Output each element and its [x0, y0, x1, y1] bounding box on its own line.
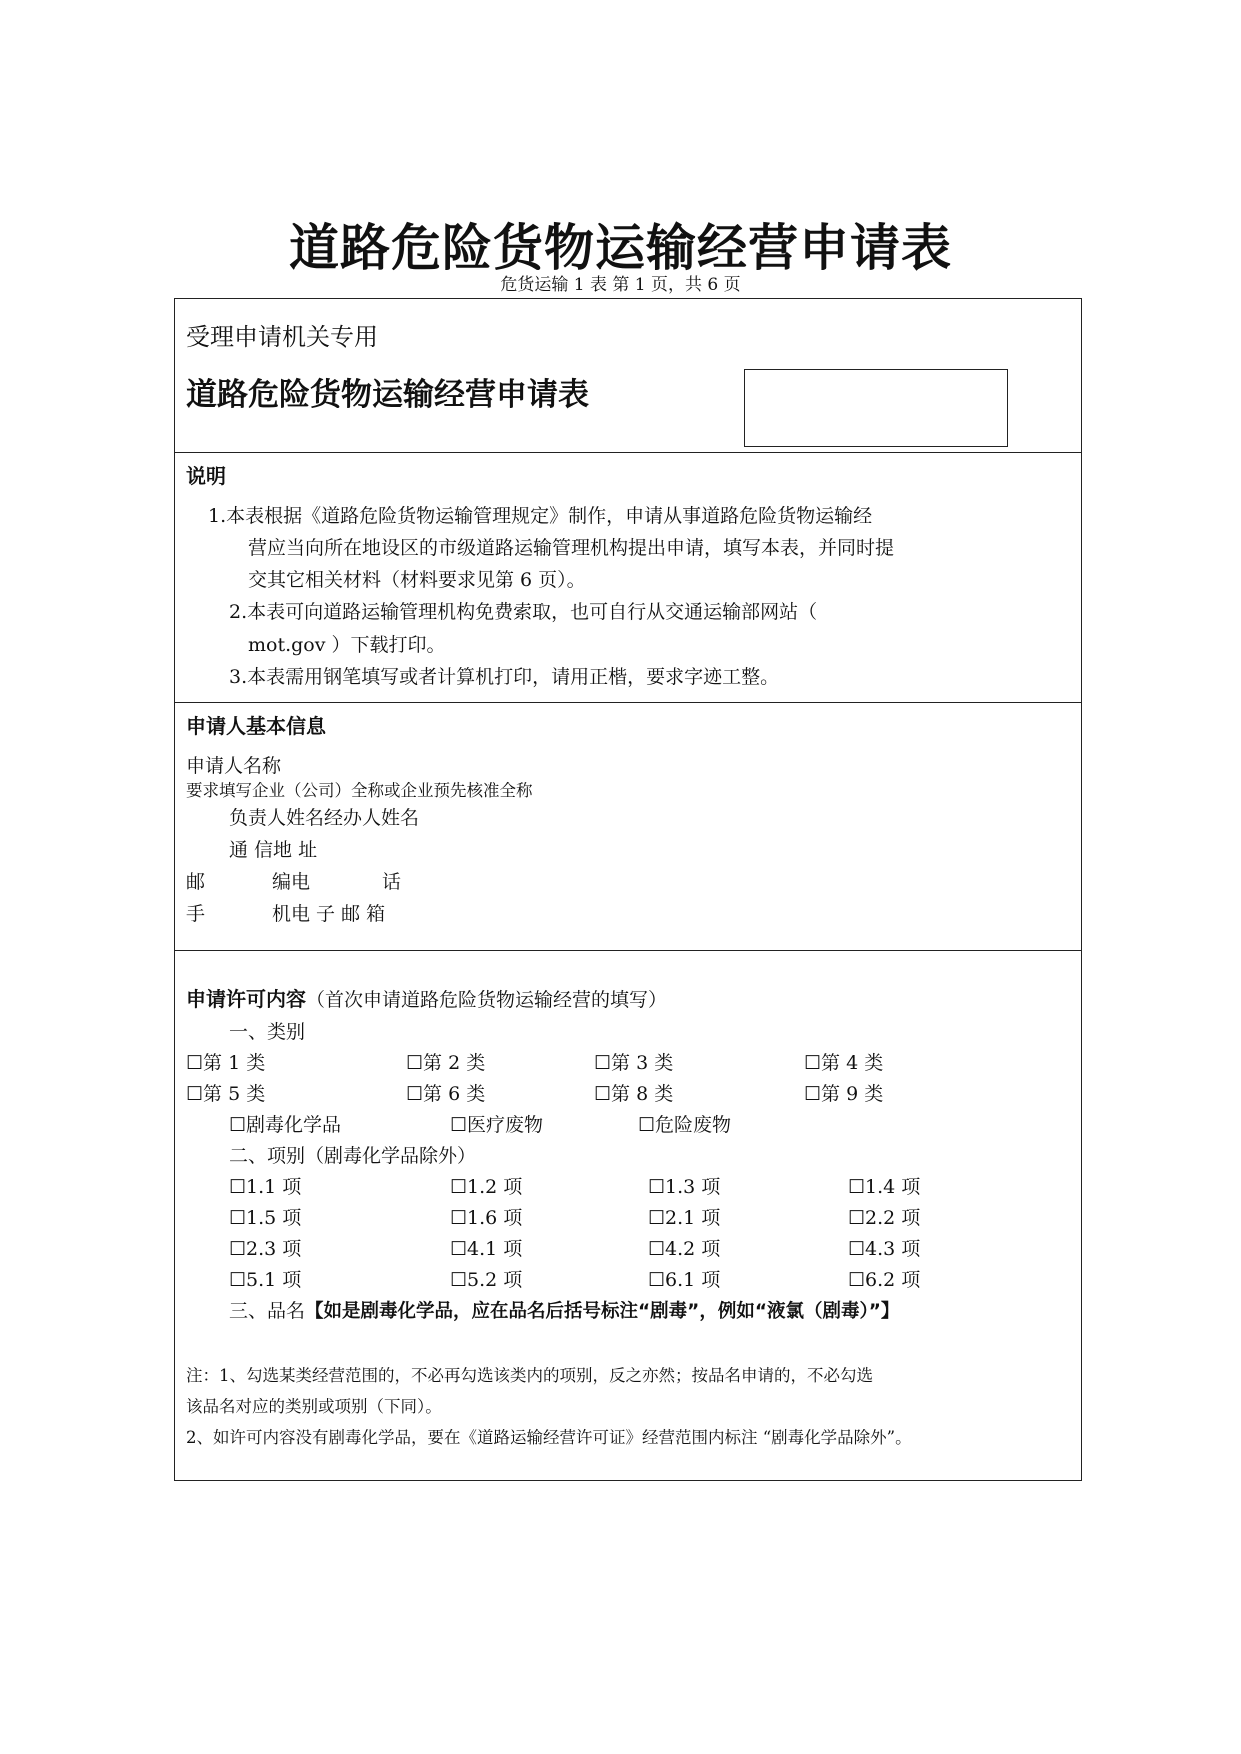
product-name-title-row — [229, 1299, 899, 1324]
checkbox-class-6[interactable]: ☐ 第 6 类 — [406, 1082, 485, 1107]
note-2: 2、如许可内容没有剧毒化学品，要在《道路运输经营许可证》经营范围内标注 “剧毒化学品除外”。 — [186, 1428, 912, 1447]
checkbox-medical-waste[interactable]: ☐ 医疗废物 — [450, 1113, 543, 1138]
checkbox-item[interactable]: ☐ 2.1 项 — [648, 1206, 720, 1231]
checkbox-item[interactable]: ☐ 1.5 项 — [229, 1206, 301, 1231]
notes-heading: 说明 — [186, 464, 226, 488]
checkbox-item[interactable]: ☐ 1.2 项 — [450, 1175, 522, 1200]
item-title: 二、项别（剧毒化学品除外） — [229, 1145, 477, 1167]
postcode-phone-label: 编电 — [272, 871, 311, 893]
note-1: 注：1、勾选某类经营范围的，不必再勾选该类内的项别，反之亦然；按品名申请的，不必勾选 — [186, 1366, 873, 1385]
product-name-title: 三、品名 — [229, 1300, 306, 1322]
checkbox-item[interactable]: ☐ 1.6 项 — [450, 1206, 522, 1231]
notes-line: 2.本表可向道路运输管理机构免费索取，也可自行从交通运输部网站（ — [229, 601, 818, 623]
checkbox-item[interactable]: ☐ 6.2 项 — [848, 1268, 920, 1293]
checkbox-class-1[interactable]: ☐ 第 1 类 — [186, 1051, 265, 1076]
checkbox-class-5[interactable]: ☐ 第 5 类 — [186, 1082, 265, 1107]
office-form-title: 道路危险货物运输经营申请表 — [186, 377, 589, 413]
notes-line: 交其它相关材料（材料要求见第 6 页）。 — [248, 569, 586, 591]
checkbox-class-2[interactable]: ☐ 第 2 类 — [406, 1051, 485, 1076]
checkbox-item[interactable]: ☐ 5.2 项 — [450, 1268, 522, 1293]
checkbox-item[interactable]: ☐ 2.2 项 — [848, 1206, 920, 1231]
applicant-heading: 申请人基本信息 — [186, 714, 326, 738]
page-subtitle: 危货运输 1 表 第 1 页，共 6 页 — [500, 275, 741, 295]
address-label: 通 信地 址 — [229, 839, 318, 861]
checkbox-class-3[interactable]: ☐ 第 3 类 — [594, 1051, 673, 1076]
category-title: 一、类别 — [229, 1021, 306, 1043]
mobile-label: 手 — [186, 903, 206, 925]
checkbox-highly-toxic[interactable]: ☐ 剧毒化学品 — [229, 1113, 341, 1138]
divider-notes — [174, 702, 1082, 703]
permit-heading: 申请许可内容 — [186, 987, 306, 1011]
applicant-name-label: 申请人名称 — [186, 755, 282, 777]
checkbox-item[interactable]: ☐ 4.3 项 — [848, 1237, 920, 1262]
product-name-instruction: 【如是剧毒化学品，应在品名后括号标注“剧毒”，例如“液氯（剧毒）”】 — [305, 1301, 900, 1322]
divider-applicant — [174, 950, 1082, 951]
checkbox-class-8[interactable]: ☐ 第 8 类 — [594, 1082, 673, 1107]
notes-line: 营应当向所在地设区的市级道路运输管理机构提出申请，填写本表，并同时提 — [248, 537, 895, 559]
checkbox-item[interactable]: ☐ 4.2 项 — [648, 1237, 720, 1262]
permit-heading-note: （首次申请道路危险货物运输经营的填写） — [306, 989, 668, 1011]
checkbox-item[interactable]: ☐ 1.1 项 — [229, 1175, 301, 1200]
notes-line: mot.gov ）下载打印。 — [248, 634, 446, 656]
office-stamp-box[interactable] — [744, 369, 1008, 447]
checkbox-item[interactable]: ☐ 5.1 项 — [229, 1268, 301, 1293]
responsible-person-label: 负责人姓名经办人姓名 — [229, 807, 420, 829]
checkbox-item[interactable]: ☐ 2.3 项 — [229, 1237, 301, 1262]
checkbox-item[interactable]: ☐ 1.3 项 — [648, 1175, 720, 1200]
notes-line: 1.本表根据《道路危险货物运输管理规定》制作，申请从事道路危险货物运输经 — [208, 505, 873, 527]
checkbox-hazardous-waste[interactable]: ☐ 危险废物 — [638, 1113, 731, 1138]
checkbox-item[interactable]: ☐ 6.1 项 — [648, 1268, 720, 1293]
checkbox-item[interactable]: ☐ 1.4 项 — [848, 1175, 920, 1200]
mobile-email-label: 机电 子 邮 箱 — [272, 903, 386, 925]
page-title: 道路危险货物运输经营申请表 — [289, 219, 952, 277]
postcode-label: 邮 — [186, 871, 206, 893]
checkbox-class-4[interactable]: ☐ 第 4 类 — [804, 1051, 883, 1076]
phone-label: 话 — [382, 871, 402, 893]
office-use-label: 受理申请机关专用 — [186, 323, 378, 351]
checkbox-class-9[interactable]: ☐ 第 9 类 — [804, 1082, 883, 1107]
checkbox-item[interactable]: ☐ 4.1 项 — [450, 1237, 522, 1262]
note-1-cont: 该品名对应的类别或项别（下同）。 — [186, 1397, 442, 1416]
permit-heading-row — [186, 986, 667, 1013]
notes-line: 3.本表需用钢笔填写或者计算机打印，请用正楷，要求字迹工整。 — [229, 666, 780, 688]
applicant-name-hint: 要求填写企业（公司）全称或企业预先核准全称 — [186, 781, 533, 800]
divider-office — [174, 452, 1082, 453]
